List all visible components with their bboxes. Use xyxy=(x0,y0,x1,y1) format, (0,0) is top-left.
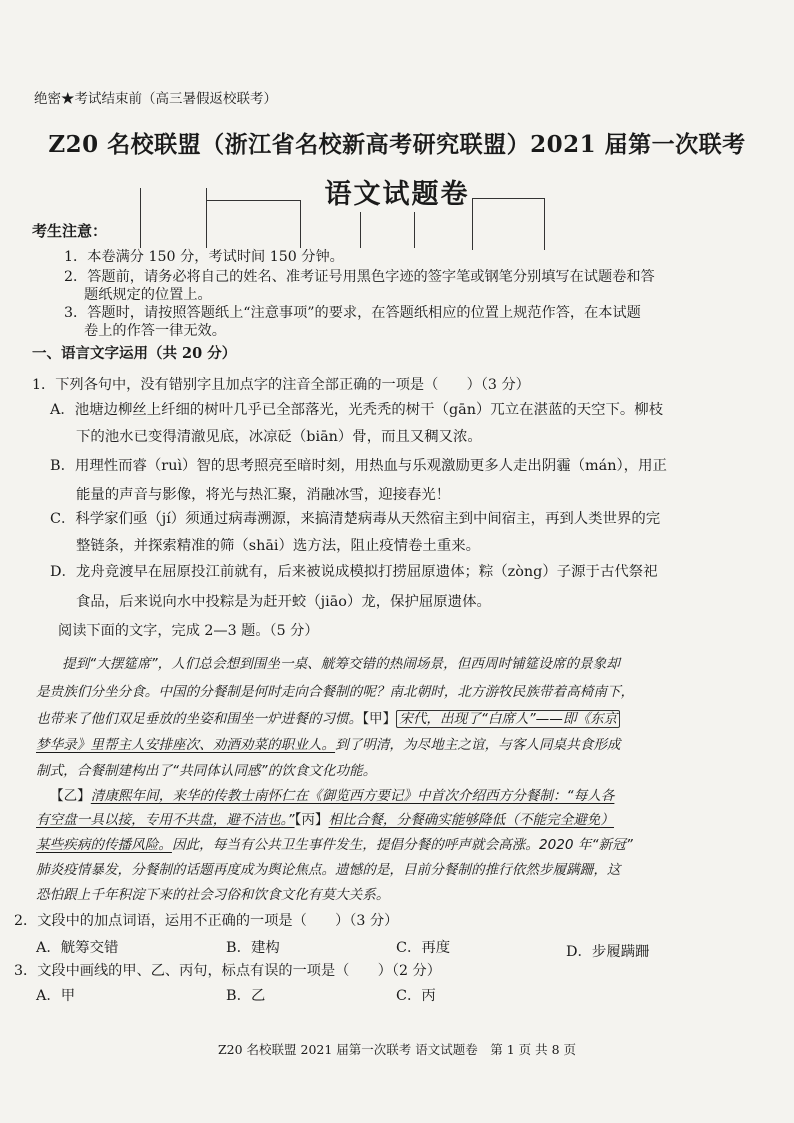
q1-option-d-line2: 食品，后来说向水中投粽是为赶开蛟（jiāo）龙，保护屈原遗体。 xyxy=(76,594,491,610)
notice-item-3: 3．答题时，请按照答题纸上“注意事项”的要求，在答题纸相应的位置上规范作答，在本试题 xyxy=(64,305,641,321)
passage-p2-line5: 恐怕跟上千年积淀下来的社会习俗和饮食文化有莫大关系。 xyxy=(36,887,390,903)
question-2-stem: 2．文段中的加点词语，运用不正确的一项是（ ）（3 分） xyxy=(14,913,399,929)
q1-option-d-line1: D．龙舟竞渡早在屈原投江前就有，后来被说成模拟打捞屈原遗体；粽（zòng）子源于古代祭祀 xyxy=(50,564,658,580)
sentence-bing-part1: 相比合餐，分餐确实能够降低（不能完全避免） xyxy=(328,812,614,828)
sentence-jia-part2: 梦华录》里帮主人安排座次、劝酒劝菜的职业人。 xyxy=(36,737,336,753)
question-1-stem: 1．下列各句中，没有错别字且加点字的注音全部正确的一项是（ ）（3 分） xyxy=(32,377,530,393)
marker-bing: 【丙】 xyxy=(294,812,329,828)
q1-option-a-line1: A．池塘边柳丝上纤细的树叶几乎已全部落光，光秃秃的树干（gān）兀立在湛蓝的天空下。柳枝 xyxy=(50,402,664,418)
q2-option-c: C．再度 xyxy=(396,940,451,956)
confidential-notice: 绝密★考试结束前（高三暑假返校联考） xyxy=(34,91,277,107)
sentence-jia-part1: 宋代，出现了“白席人”——即《东京 xyxy=(396,710,620,728)
passage-p1-line1: 提到“大摆筵席”，人们总会想到围坐一桌、觥筹交错的热闹场景，但西周时铺筵设席的景象却 xyxy=(62,656,620,672)
q1-option-b-line1: B．用理性而睿（ruì）智的思考照亮至暗时刻，用热血与乐观激励更多人走出阴霾（mán），用正 xyxy=(50,458,667,474)
q3-option-a: A．甲 xyxy=(36,988,76,1004)
passage-p1-line5: 制式，合餐制建构出了“共同体认同感”的饮食文化功能。 xyxy=(36,763,377,779)
passage-p1-line3: 也带来了他们双足垂放的坐姿和围坐一炉进餐的习惯。【甲】 宋代，出现了“白席人”——即《东京 xyxy=(36,707,620,727)
sentence-yi-part2: 有空盘一具以接，专用不共盘，避不洁也。” xyxy=(36,812,295,828)
section-heading: 一、语言文字运用（共 20 分） xyxy=(32,345,237,362)
question-3-stem: 3．文段中画线的甲、乙、丙句，标点有误的一项是（ ）（2 分） xyxy=(14,963,441,979)
q2-option-d: D．步履蹒跚 xyxy=(566,944,650,960)
q1-option-c-line2: 整链条，并探索精准的筛（shāi）选方法，阻止疫情卷土重来。 xyxy=(76,538,480,554)
q2-option-a: A．觥筹交错 xyxy=(36,940,119,956)
marker-jia: 【甲】 xyxy=(362,711,397,727)
passage-p1-line2: 是贵族们分坐分食。中国的分餐制是何时走向合餐制的呢？南北朝时，北方游牧民族带着高椅南下， xyxy=(36,684,635,700)
notice-item-3-cont: 卷上的作答一律无效。 xyxy=(84,323,226,339)
passage-p2-line2 xyxy=(36,808,614,828)
passage-p2-line4: 肺炎疫情暴发，分餐制的话题再度成为舆论焦点。遗憾的是，目前分餐制的推行依然步履蹒跚，这 xyxy=(36,862,621,878)
passage-p2-line1 xyxy=(50,784,614,804)
passage-p2-line3: 某些疾病的传播风险。因此，每当有公共卫生事件发生，提倡分餐的呼声就会高涨。2020 年“新冠” xyxy=(36,837,633,853)
exam-title: Z20 名校联盟（浙江省名校新高考研究联盟）2021 届第一次联考 xyxy=(48,131,746,158)
sentence-yi-part1: 清康熙年间，来华的传教士南怀仁在《御览西方要记》中首次介绍西方分餐制：“每人各 xyxy=(90,788,615,804)
q3-option-c: C．丙 xyxy=(396,988,436,1004)
notice-heading: 考生注意： xyxy=(32,222,108,240)
q1-option-a-line2: 下的池水已变得清澈见底，冰凉砭（biān）骨，而且又稠又浓。 xyxy=(76,429,482,445)
notice-item-1: 1．本卷满分 150 分，考试时间 150 分钟。 xyxy=(64,249,344,265)
page-footer: Z20 名校联盟 2021 届第一次联考 语文试题卷 第 1 页 共 8 页 xyxy=(217,1042,577,1057)
sentence-bing-part2: 某些疾病的传播风险。 xyxy=(36,837,172,853)
q1-option-b-line2: 能量的声音与影像，将光与热汇聚，消融冰雪，迎接春光！ xyxy=(76,487,451,503)
notice-item-2-cont: 题纸规定的位置上。 xyxy=(84,287,212,303)
marker-yi: 【乙】 xyxy=(50,788,91,804)
q3-option-b: B．乙 xyxy=(226,988,266,1004)
reading-instructions: 阅读下面的文字，完成 2—3 题。（5 分） xyxy=(58,623,319,639)
exam-subtitle: 语文试题卷 xyxy=(324,179,470,210)
q1-option-c-line1: C．科学家们亟（jí）须通过病毒溯源，来搞清楚病毒从天然宿主到中间宿主，再到人类世界的完 xyxy=(50,511,661,527)
notice-item-2: 2．答题前，请务必将自己的姓名、准考证号用黑色字迹的签字笔或钢笔分别填写在试题卷和答 xyxy=(64,269,655,285)
q2-option-b: B．建构 xyxy=(226,940,280,956)
passage-p1-line4: 梦华录》里帮主人安排座次、劝酒劝菜的职业人。到了明清，为尽地主之谊，与客人同桌共食形成 xyxy=(36,737,621,753)
